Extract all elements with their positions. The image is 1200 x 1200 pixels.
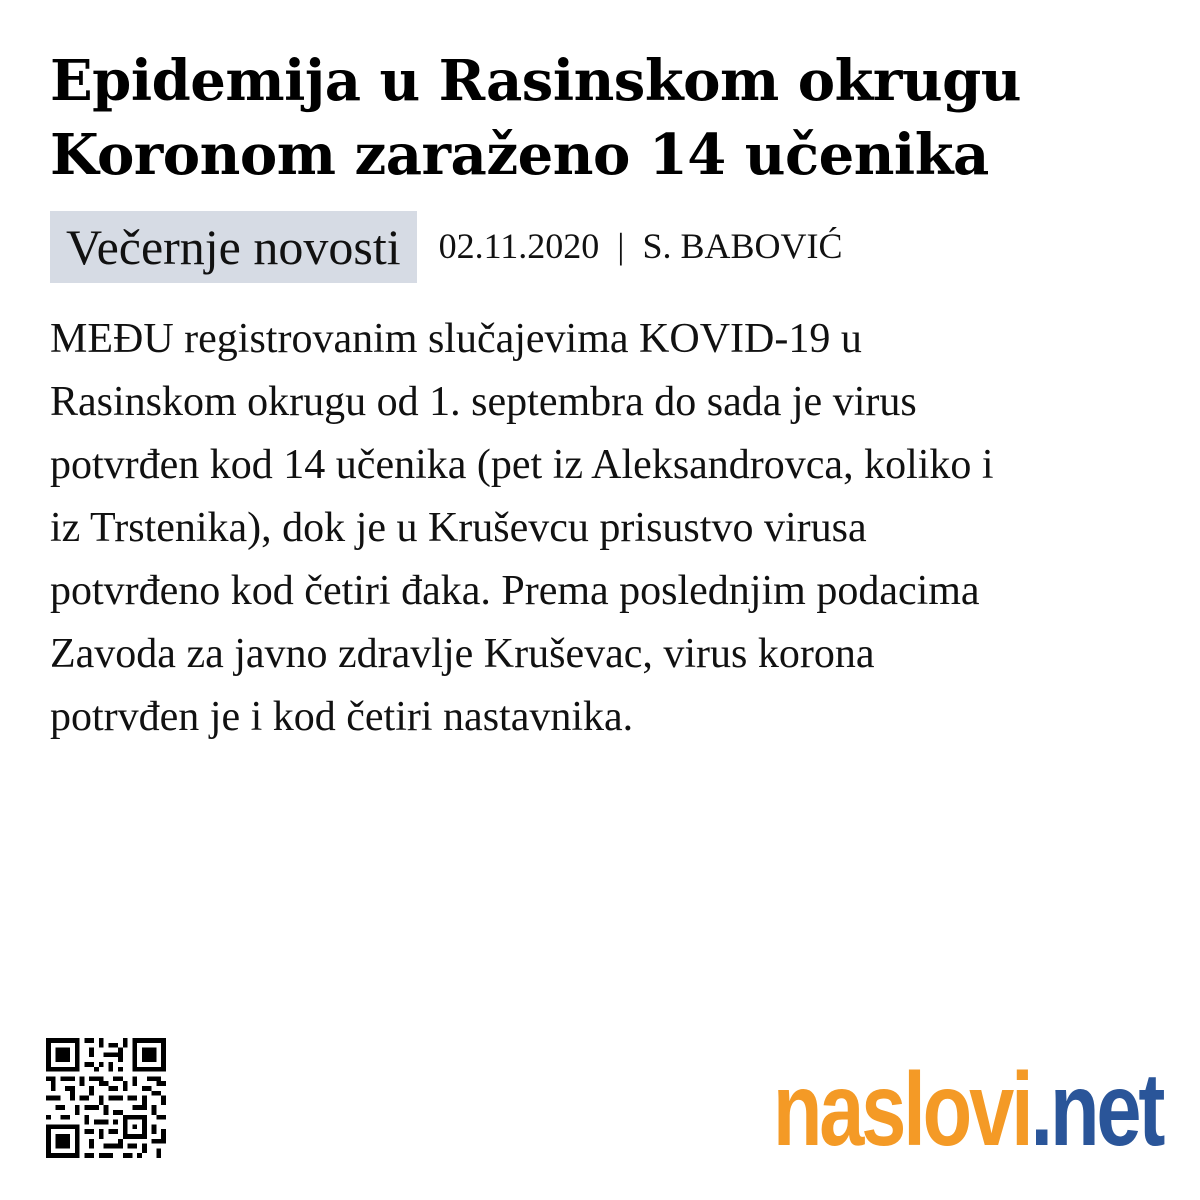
source-badge[interactable]: Večernje novosti [50, 211, 417, 283]
body-line: Rasinskom okrugu od 1. septembra do sada je virus [50, 379, 917, 425]
article-meta [50, 211, 843, 283]
body-line: potvrđen kod 14 učenika (pet iz Aleksandrovca, koliko i [50, 442, 994, 488]
headline-line: Koronom zaraženo 14 učenika [50, 122, 989, 188]
body-line: potrvđen je i kod četiri nastavnika. [50, 694, 634, 740]
naslovi-logo[interactable] [772, 1052, 1162, 1168]
body-line: iz Trstenika), dok je u Kruševcu prisustvo virusa [50, 505, 867, 551]
logo-text-secondary: .net [1030, 1052, 1162, 1168]
body-line: potvrđeno kod četiri đaka. Prema poslednjim podacima [50, 568, 980, 614]
qr-code-icon[interactable] [46, 1038, 166, 1158]
body-line: MEĐU registrovanim slučajevima KOVID-19 u [50, 316, 862, 362]
article-author: S. BABOVIĆ [642, 226, 843, 266]
body-line: Zavoda za javno zdravlje Kruševac, virus korona [50, 631, 875, 677]
headline-line: Epidemija u Rasinskom okrugu [50, 48, 1021, 114]
logo-text-primary: naslovi [772, 1052, 1031, 1168]
meta-info [439, 225, 843, 267]
article-body [50, 308, 1160, 749]
article-date: 02.11.2020 [438, 226, 600, 266]
headline [50, 44, 1160, 192]
meta-separator: | [617, 226, 625, 266]
